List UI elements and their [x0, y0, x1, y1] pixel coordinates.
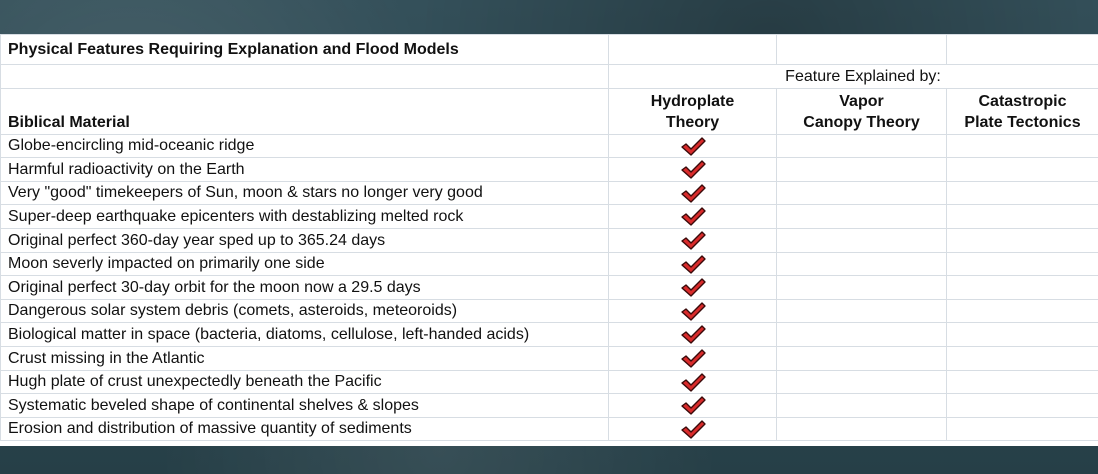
table-row	[1, 299, 1098, 323]
cell-hydroplate[interactable]	[609, 276, 777, 300]
row-label[interactable]: Systematic beveled shape of continental shelves & slopes	[1, 394, 609, 418]
flood-models-table	[0, 34, 1098, 441]
checkmark-icon	[680, 136, 706, 156]
cell-vapor[interactable]	[777, 158, 947, 182]
cell-catastrophic[interactable]	[947, 276, 1098, 300]
header-vapor-canopy-theory[interactable]: Vapor Canopy Theory	[777, 88, 947, 134]
table-row	[1, 370, 1098, 394]
header-catastrophic-plate-tectonics[interactable]: Catastropic Plate Tectonics	[947, 88, 1098, 134]
cell-catastrophic[interactable]	[947, 299, 1098, 323]
row-label[interactable]: Hugh plate of crust unexpectedly beneath the Pacific	[1, 370, 609, 394]
checkmark-icon	[680, 372, 706, 392]
table-row	[1, 205, 1098, 229]
table-row	[1, 346, 1098, 370]
table-row	[1, 276, 1098, 300]
cell-vapor[interactable]	[777, 323, 947, 347]
cell-catastrophic[interactable]	[947, 370, 1098, 394]
cell-hydroplate[interactable]	[609, 134, 777, 158]
cell-hydroplate[interactable]	[609, 158, 777, 182]
cell-vapor[interactable]	[777, 394, 947, 418]
cell-catastrophic[interactable]	[947, 205, 1098, 229]
cell-catastrophic[interactable]	[947, 346, 1098, 370]
row-label[interactable]: Erosion and distribution of massive quantity of sediments	[1, 417, 609, 441]
cell-vapor[interactable]	[777, 252, 947, 276]
checkmark-icon	[680, 183, 706, 203]
row-label[interactable]: Biological matter in space (bacteria, diatoms, cellulose, left-handed acids)	[1, 323, 609, 347]
cell-vapor[interactable]	[777, 134, 947, 158]
row-label[interactable]: Crust missing in the Atlantic	[1, 346, 609, 370]
table-row	[1, 252, 1098, 276]
cell-vapor[interactable]	[777, 370, 947, 394]
title-row	[1, 35, 1098, 65]
checkmark-icon	[680, 230, 706, 250]
cell-hydroplate[interactable]	[609, 299, 777, 323]
row-label[interactable]: Super-deep earthquake epicenters with destablizing melted rock	[1, 205, 609, 229]
checkmark-icon	[680, 277, 706, 297]
cell-catastrophic[interactable]	[947, 228, 1098, 252]
checkmark-icon	[680, 395, 706, 415]
cell-hydroplate[interactable]	[609, 394, 777, 418]
cell-catastrophic[interactable]	[947, 417, 1098, 441]
row-label[interactable]: Moon severly impacted on primarily one side	[1, 252, 609, 276]
cell-hydroplate[interactable]	[609, 228, 777, 252]
cell-catastrophic[interactable]	[947, 134, 1098, 158]
table-row	[1, 181, 1098, 205]
checkmark-icon	[680, 301, 706, 321]
checkmark-icon	[680, 324, 706, 344]
cell-catastrophic[interactable]	[947, 158, 1098, 182]
checkmark-icon	[680, 206, 706, 226]
feature-explained-by-label: Feature Explained by:	[785, 67, 941, 85]
spreadsheet	[0, 34, 1098, 446]
table-row	[1, 228, 1098, 252]
header-biblical-material[interactable]: Biblical Material	[1, 88, 609, 134]
cell-hydroplate[interactable]	[609, 370, 777, 394]
column-header-row	[1, 88, 1098, 134]
cell-hydroplate[interactable]	[609, 205, 777, 229]
cell-hydroplate[interactable]	[609, 323, 777, 347]
table-row	[1, 394, 1098, 418]
cell-vapor[interactable]	[777, 205, 947, 229]
row-label[interactable]: Dangerous solar system debris (comets, asteroids, meteoroids)	[1, 299, 609, 323]
table-title[interactable]: Physical Features Requiring Explanation and Flood Models	[1, 35, 609, 65]
row-label[interactable]: Very "good" timekeepers of Sun, moon & stars no longer very good	[1, 181, 609, 205]
row-label[interactable]: Original perfect 30-day orbit for the moon now a 29.5 days	[1, 276, 609, 300]
row-label[interactable]: Harmful radioactivity on the Earth	[1, 158, 609, 182]
cell-vapor[interactable]	[777, 228, 947, 252]
checkmark-icon	[680, 159, 706, 179]
cell-hydroplate[interactable]	[609, 252, 777, 276]
cell-vapor[interactable]	[777, 276, 947, 300]
cell-catastrophic[interactable]	[947, 181, 1098, 205]
cell-catastrophic[interactable]	[947, 394, 1098, 418]
checkmark-icon	[680, 348, 706, 368]
table-row	[1, 417, 1098, 441]
checkmark-icon	[680, 419, 706, 439]
subheader-row	[1, 65, 1098, 89]
cell-vapor[interactable]	[777, 299, 947, 323]
cell-catastrophic[interactable]	[947, 323, 1098, 347]
cell-vapor[interactable]	[777, 417, 947, 441]
cell-catastrophic[interactable]	[947, 252, 1098, 276]
cell-hydroplate[interactable]	[609, 417, 777, 441]
cell-vapor[interactable]	[777, 181, 947, 205]
table-row	[1, 134, 1098, 158]
cell-vapor[interactable]	[777, 346, 947, 370]
row-label[interactable]: Globe-encircling mid-oceanic ridge	[1, 134, 609, 158]
checkmark-icon	[680, 254, 706, 274]
cell-hydroplate[interactable]	[609, 346, 777, 370]
table-row	[1, 323, 1098, 347]
table-row	[1, 158, 1098, 182]
cell-hydroplate[interactable]	[609, 181, 777, 205]
header-hydroplate-theory[interactable]: Hydroplate Theory	[609, 88, 777, 134]
row-label[interactable]: Original perfect 360-day year sped up to 365.24 days	[1, 228, 609, 252]
